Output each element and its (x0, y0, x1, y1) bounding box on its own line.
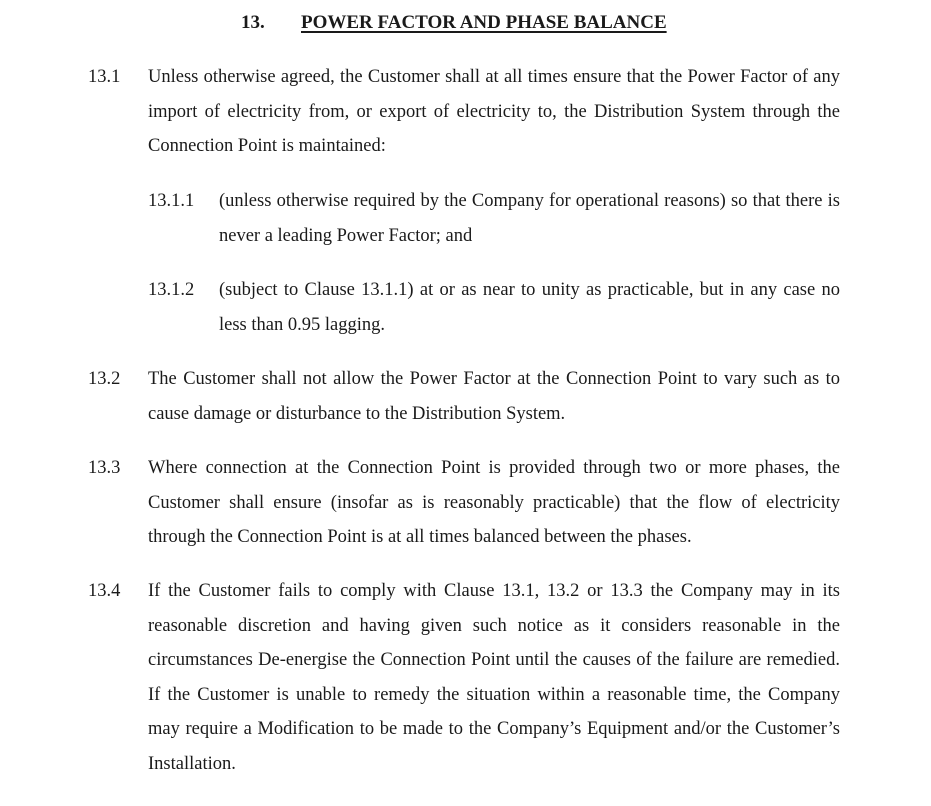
clause-number: 13.4 (88, 581, 121, 601)
section-number: 13. (241, 12, 265, 33)
clause-number: 13.3 (88, 458, 121, 478)
section-heading (0, 10, 931, 38)
clause-text: The Customer shall not allow the Power Factor at the Connection Point to vary such as to cause damage or disturbance to the Distribution System. (148, 369, 840, 424)
clause-number: 13.1 (88, 67, 121, 87)
clause-text: Where connection at the Connection Point is provided through two or more phases, the Customer shall ensure (insofar as is reasonably practicable) that the flow of electricity through the Connection Point is at all times balanced between the phases. (148, 458, 840, 547)
clause-number: 13.1.1 (148, 191, 195, 211)
clause-number: 13.2 (88, 369, 121, 389)
clause-number: 13.1.2 (148, 280, 195, 300)
clause-text: (subject to Clause 13.1.1) at or as near to unity as practicable, but in any case no less than 0.95 lagging. (219, 280, 840, 335)
clause-text: If the Customer fails to comply with Clause 13.1, 13.2 or 13.3 the Company may in its reasonable discretion and having given such notice as it considers reasonable in the circumstances De-energise the Connection Point until the causes of the failure are remedied. If the Customer is unable to remedy the situation within a reasonable time, the Company may require a Modification to be made to the Company’s Equipment and/or the Customer’s Installation. (148, 581, 840, 774)
clause-text: Unless otherwise agreed, the Customer shall at all times ensure that the Power Factor of any import of electricity from, or export of electricity to, the Distribution System through the Connection Point is maintained: (148, 67, 840, 156)
clause-text: (unless otherwise required by the Company for operational reasons) so that there is never a leading Power Factor; and (219, 191, 840, 246)
section-title: POWER FACTOR AND PHASE BALANCE (301, 12, 667, 33)
